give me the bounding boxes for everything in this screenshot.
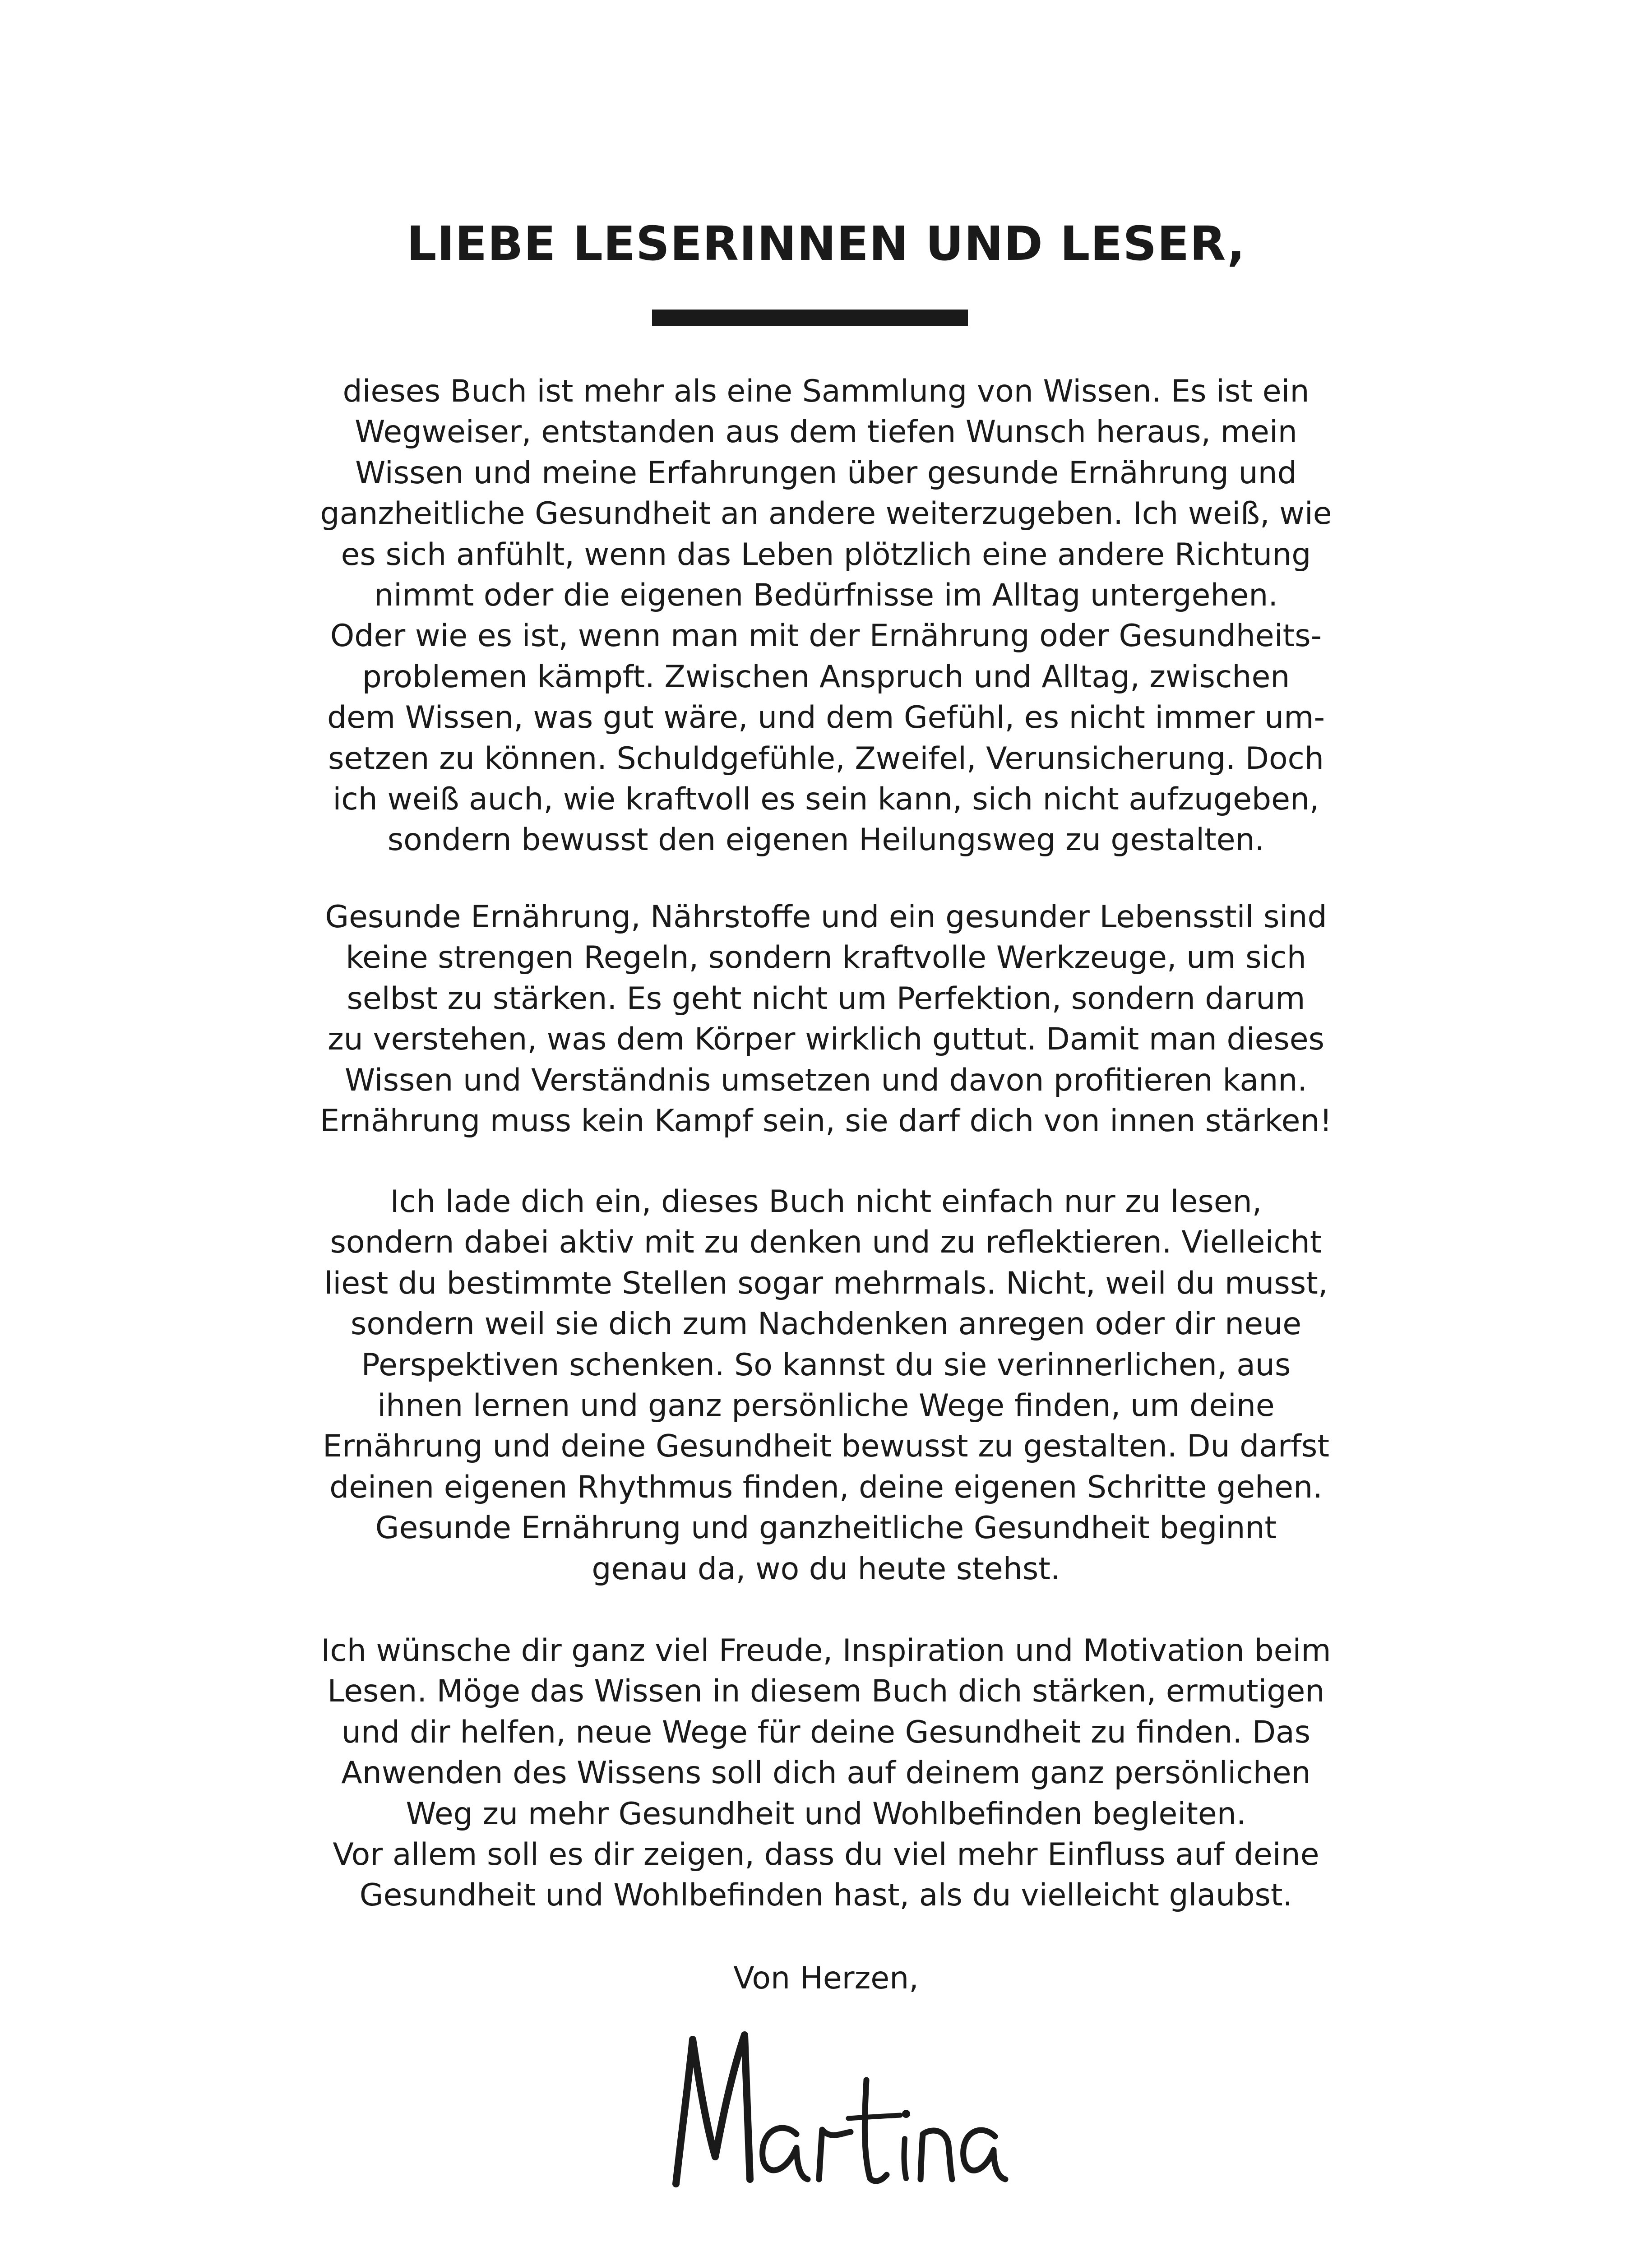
paragraph-line: keine strengen Regeln, sondern kraftvolle Werkzeuge, um sich — [346, 940, 1306, 976]
paragraph-line: sondern dabei aktiv mit zu denken und zu reflektieren. Vielleicht — [330, 1225, 1322, 1261]
paragraph-line: genau da, wo du heute stehst. — [592, 1551, 1060, 1587]
paragraph-line: Weg zu mehr Gesundheit und Wohlbefinden begleiten. — [406, 1796, 1246, 1832]
signature-image — [668, 2021, 1011, 2202]
handwritten-signature-martina — [668, 2021, 1011, 2202]
paragraph-line: zu verstehen, was dem Körper wirklich guttut. Damit man dieses — [327, 1022, 1325, 1058]
paragraph-line: Ich wünsche dir ganz viel Freude, Inspiration und Motivation beim — [321, 1633, 1331, 1669]
paragraph-line: selbst zu stärken. Es geht nicht um Perfektion, sondern darum — [347, 980, 1305, 1017]
paragraph-line: Wissen und meine Erfahrungen über gesunde Ernährung und — [355, 455, 1297, 491]
paragraph-line: Oder wie es ist, wenn man mit der Ernährung oder Gesundheits- — [330, 618, 1322, 654]
paragraph-line: liest du bestimmte Stellen sogar mehrmals. Nicht, weil du musst, — [324, 1265, 1328, 1301]
paragraph-nutrition — [253, 897, 1399, 1142]
page-title: LIEBE LESERINNEN UND LESER, — [407, 216, 1245, 271]
paragraph-line: Wissen und Verständnis umsetzen und davon profitieren kann. — [344, 1062, 1308, 1098]
paragraph-line: Wegweiser, entstanden aus dem tiefen Wunsch heraus, mein — [355, 414, 1297, 450]
paragraph-line: ihnen lernen und ganz persönliche Wege finden, um deine — [377, 1388, 1275, 1424]
paragraph-line: Ernährung muss kein Kampf sein, sie darf dich von innen stärken! — [320, 1103, 1332, 1139]
paragraph-line: deinen eigenen Rhythmus finden, deine eigenen Schritte gehen. — [329, 1469, 1323, 1505]
paragraph-line: es sich anfühlt, wenn das Leben plötzlich eine andere Richtung — [341, 536, 1311, 573]
paragraph-line: Perspektiven schenken. So kannst du sie verinnerlichen, aus — [361, 1347, 1291, 1383]
paragraph-line: setzen zu können. Schuldgefühle, Zweifel, Verunsicherung. Doch — [328, 740, 1324, 777]
paragraph-line: Gesundheit und Wohlbefinden hast, als du vielleicht glaubst. — [359, 1877, 1293, 1914]
paragraph-line: und dir helfen, neue Wege für deine Gesundheit zu finden. Das — [341, 1714, 1311, 1750]
paragraph-line: dem Wissen, was gut wäre, und dem Gefühl, es nicht immer um- — [327, 700, 1325, 736]
closing-phrase: Von Herzen, — [733, 1960, 919, 1996]
paragraph-line: Ich lade dich ein, dieses Buch nicht einfach nur zu lesen, — [390, 1184, 1262, 1220]
paragraph-line: Anwenden des Wissens soll dich auf deinem ganz persönlichen — [341, 1755, 1311, 1791]
paragraph-line: sondern weil sie dich zum Nachdenken anregen oder dir neue — [350, 1306, 1302, 1342]
paragraph-line: Gesunde Ernährung und ganzheitliche Gesundheit beginnt — [375, 1510, 1277, 1546]
paragraph-line: dieses Buch ist mehr als eine Sammlung von Wissen. Es ist ein — [342, 374, 1310, 409]
paragraph-line: ich weiß auch, wie kraftvoll es sein kann, sich nicht aufzugeben, — [333, 781, 1319, 818]
paragraph-line: problemen kämpft. Zwischen Anspruch und Alltag, zwischen — [362, 659, 1290, 695]
paragraph-line: Gesunde Ernährung, Nährstoffe und ein gesunder Lebensstil sind — [325, 899, 1327, 935]
paragraph-line: ganzheitliche Gesundheit an andere weiterzugeben. Ich weiß, wie — [320, 496, 1332, 532]
paragraph-line: sondern bewusst den eigenen Heilungsweg zu gestalten. — [387, 822, 1265, 858]
paragraph-line: Lesen. Möge das Wissen in diesem Buch dich stärken, ermutigen — [327, 1674, 1325, 1710]
paragraph-wishes — [253, 1631, 1399, 1916]
paragraph-line: nimmt oder die eigenen Bedürfnisse im Alltag untergehen. — [374, 578, 1278, 614]
paragraph-intro — [253, 371, 1399, 861]
paragraph-line: Vor allem soll es dir zeigen, dass du viel mehr Einfluss auf deine — [333, 1837, 1319, 1873]
title-underline-divider — [652, 310, 968, 326]
paragraph-invitation — [253, 1182, 1399, 1590]
paragraph-line: Ernährung und deine Gesundheit bewusst zu gestalten. Du darfst — [323, 1428, 1329, 1465]
